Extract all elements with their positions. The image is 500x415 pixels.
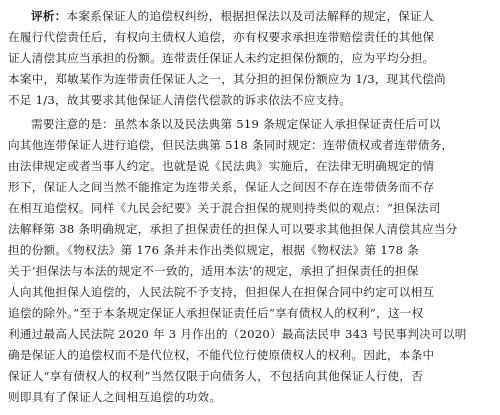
text-line-12: 担的份额。《物权法》第 176 条并未作出类似规定，根据《物权法》第 178 条: [8, 243, 420, 257]
text-line-11: 法解释第 38 条明确规定，承担了担保责任的担保人可以要求其他担保人清偿其应当分: [8, 222, 458, 236]
text-line-13: 关于‘担保法与本法的规定不一致的，适用本法’的规定，承担了担保责任的担保: [8, 264, 419, 278]
text-line-10: 在相互追偿权。同样《九民会纪要》关于混合担保的规则持类似的观点：“担保法司: [8, 201, 441, 215]
text-line-4: 本案中，郑敏某作为连带责任保证人之一，其分担的担保份额应为 1/3，现其代偿尚: [8, 72, 446, 86]
text-line-6: 需要注意的是：虽然本条以及民法典第 519 条规定保证人承担保证责任后可以: [31, 117, 441, 131]
text-line-5: 不足 1/3，故其要求其他保证人清偿代偿款的诉求依法不应支持。: [8, 93, 352, 107]
text-line-1: [8, 6, 492, 26]
text-line-14: 人向其他担保人追偿的，人民法院不予支持，但担保人在担保合同中约定可以相互: [8, 285, 435, 299]
text-line-8: 由法律规定或者当事人约定。也就是说《民法典》实施后，在法律无明确规定的情: [8, 159, 435, 173]
text-line-18: 保证人“享有债权人的权利”当然仅限于向债务人，不包括向其他保证人行使，否: [8, 369, 424, 383]
text-line-16: 利通过最高人民法院 2020 年 3 月作出的（2020）最高法民申 343 号民事判决可以明: [8, 327, 467, 341]
text-line-17: 确是保证人的追偿权而不是代位权，不能代位行使原债权人的权利。因此，本条中: [8, 348, 435, 362]
text-line-2: 在履行代偿责任后，有权向主债权人追偿，亦有权要求承担连带赔偿责任的其他保: [8, 30, 435, 44]
text-line-9: 形下，保证人之间当然不能推定为连带关系，保证人之间因不存在连带债务而不存: [8, 180, 435, 194]
commentary-label: 评析：: [31, 9, 67, 23]
text-line-3: 证人清偿其应当承担的份额。连带责任保证人未约定担保份额的，应为平均分担。: [8, 51, 435, 65]
text-line-1-content: 本案系保证人的追偿权纠纷，根据担保法以及司法解释的规定，保证人: [66, 9, 434, 23]
text-line-19: 则即具有了保证人之间相互追偿的功效。: [8, 390, 222, 404]
text-line-7: 向其他连带保证人进行追偿，但民法典第 518 条同时规定：连带债权或者连带债务，: [8, 138, 454, 152]
text-line-15: 追偿的除外。”至于本条规定保证人承担保证责任后“享有债权人的权利”，这一权: [8, 306, 424, 320]
